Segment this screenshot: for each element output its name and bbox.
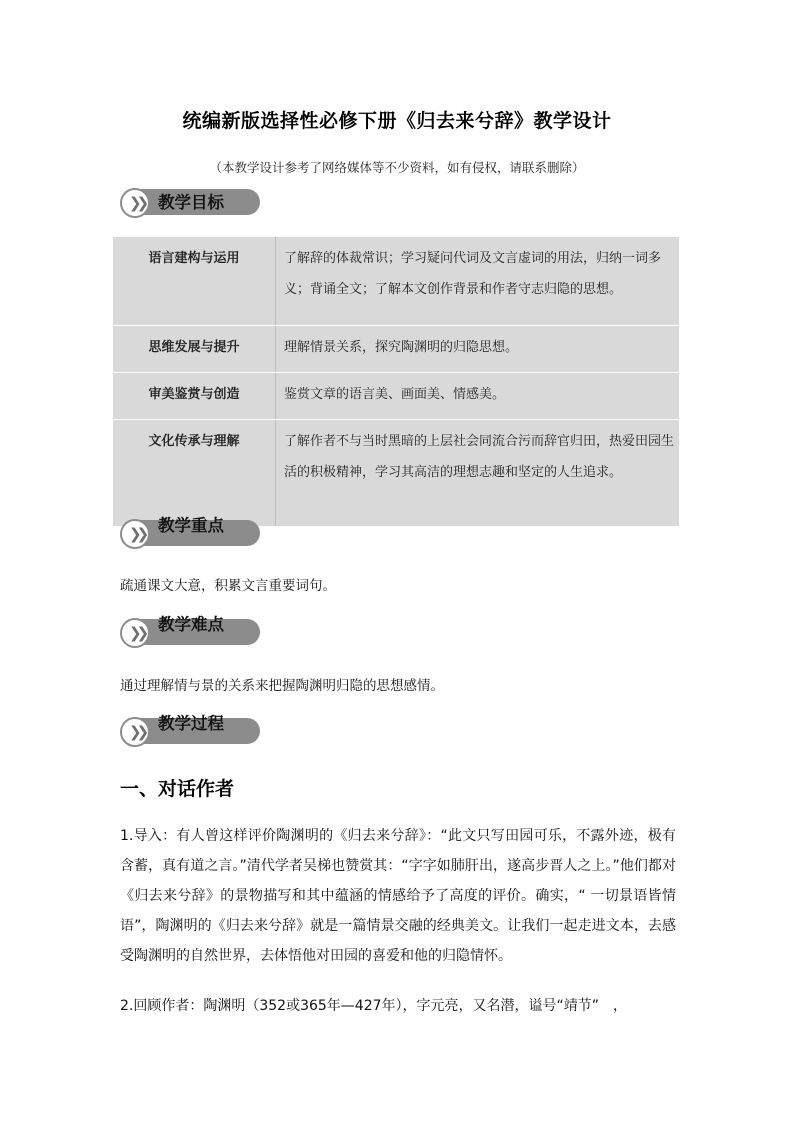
section-label-difficulties: 教学难点	[158, 615, 224, 634]
key-points-text: 疏通课文大意，积累文言重要词句。	[120, 578, 336, 594]
table-row	[113, 420, 680, 527]
chevron-right-icon: ❯❯	[120, 188, 150, 218]
goal-description: 了解作者不与当时黑暗的上层社会同流合污而辞官归田，热爱田园生活的积极精神，学习其高洁的理想志趣和坚定的人生追求。	[276, 420, 680, 527]
section-heading: 一、对话作者	[120, 778, 235, 800]
section-badge-key-points	[122, 516, 260, 546]
difficulties-text: 通过理解情与景的关系来把握陶渊明归隐的思想感情。	[120, 678, 444, 694]
table-row	[113, 237, 680, 326]
document-subtitle: （本教学设计参考了网络媒体等不少资料，如有侵权，请联系删除）	[209, 160, 585, 175]
goal-description: 鉴赏文章的语言美、画面美、情感美。	[276, 373, 680, 420]
goal-category: 思维发展与提升	[113, 326, 276, 373]
section-label-process: 教学过程	[158, 714, 224, 733]
chevron-right-icon: ❯❯	[120, 618, 150, 648]
table-row	[113, 326, 680, 373]
chevron-right-icon: ❯❯	[120, 519, 150, 549]
goal-category: 文化传承与理解	[113, 420, 276, 527]
section-badge-difficulties	[122, 615, 260, 645]
goal-description: 了解辞的体裁常识；学习疑问代词及文言虚词的用法，归纳一词多义；背诵全文；了解本文创作背景和作者守志归隐的思想。	[276, 237, 680, 326]
chevron-right-icon: ❯❯	[120, 717, 150, 747]
goal-category: 审美鉴赏与创造	[113, 373, 276, 420]
section-badge-process	[122, 714, 260, 744]
table-row	[113, 373, 680, 420]
section-label-goals: 教学目标	[158, 193, 224, 212]
body-paragraph-intro: 1.导入：有人曾这样评价陶渊明的《归去来兮辞》：“此文只写田园可乐，不露外迹，极有含蓄，真有道之言。”清代学者吴梯也赞赏其：“字字如肺肝出，遂高步晋人之上。”他们都对《归去来兮辞》的景物描写和其中蕴涵的情感给予了高度的评价。确实，“ 一切景语皆情语”，陶渊明的《归去来兮辞》就是一篇情景交融的经典美文。让我们一起走进文本，去感受陶渊明的自然世界，去体悟他对田园的喜爱和他的归隐情怀。	[120, 828, 676, 964]
body-paragraph-author: 2.回顾作者：陶渊明（352或365年—427年），字元亮，又名潜，谥号“靖节” ，	[120, 998, 628, 1014]
goals-table	[112, 236, 680, 527]
document-title: 统编新版选择性必修下册《归去来兮辞》教学设计	[182, 110, 612, 132]
section-badge-goals	[122, 189, 260, 215]
section-label-key-points: 教学重点	[158, 516, 224, 535]
goal-category: 语言建构与运用	[113, 237, 276, 326]
goal-description: 理解情景关系，探究陶渊明的归隐思想。	[276, 326, 680, 373]
